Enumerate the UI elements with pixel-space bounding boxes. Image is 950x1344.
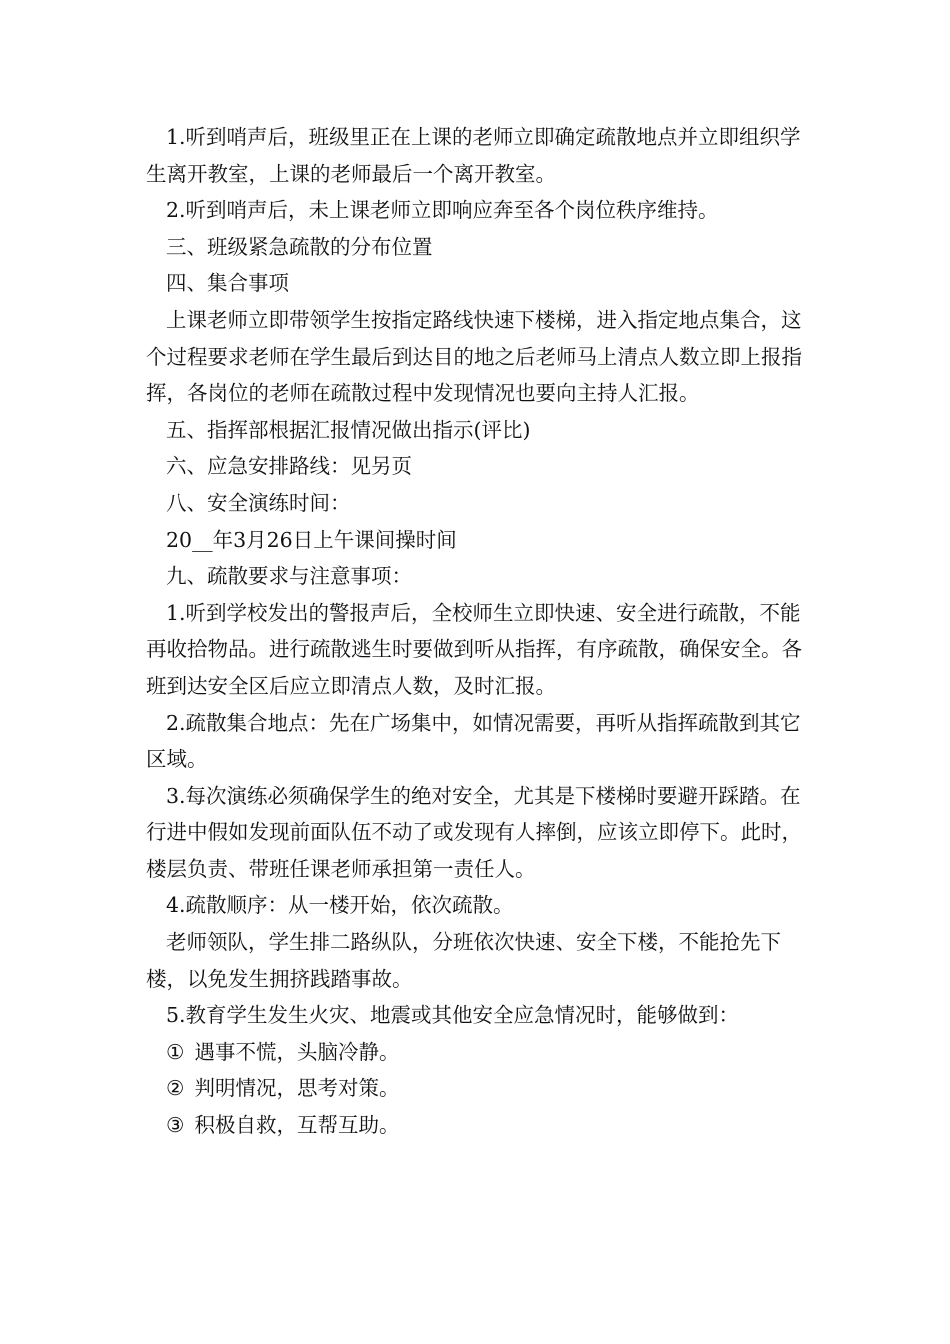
list-item [146, 1107, 816, 1144]
paragraph: 20__年3月26日上午课间操时间 [166, 527, 457, 552]
section-heading: 五、指挥部根据汇报情况做出指示(评比) [166, 417, 531, 442]
paragraph: 4.疏散顺序：从一楼开始，依次疏散。 [166, 893, 514, 918]
list-item-text: 判明情况，思考对策。 [194, 1076, 400, 1101]
section-heading: 六、应急安排路线：见另页 [166, 454, 412, 479]
list-marker: ① [166, 1039, 185, 1064]
list-item-text: 遇事不慌，头脑冷静。 [194, 1039, 400, 1064]
list-item [146, 1070, 816, 1107]
section-heading: 四、集合事项 [166, 271, 289, 296]
document-body [146, 119, 816, 1144]
section-heading: 八、安全演练时间： [166, 490, 351, 515]
list-item [146, 1034, 816, 1071]
section-heading: 三、班级紧急疏散的分布位置 [166, 234, 433, 259]
paragraph: 2.疏散集合地点：先在广场集中，如情况需要，再听从指挥疏散到其它区域。 [146, 710, 801, 772]
list-item-text: 积极自救，互帮互助。 [194, 1113, 400, 1138]
list-marker: ② [166, 1076, 185, 1101]
paragraph: 1.听到学校发出的警报声后，全校师生立即快速、安全进行疏散，不能再收拾物品。进行疏散逃生时要做到听从指挥，有序疏散，确保安全。各班到达安全区后应立即清点人数，及时汇报。 [146, 600, 802, 698]
paragraph: 1.听到哨声后，班级里正在上课的老师立即确定疏散地点并立即组织学生离开教室，上课的老师最后一个离开教室。 [146, 125, 801, 186]
paragraph: 2.听到哨声后，未上课老师立即响应奔至各个岗位秩序维持。 [166, 198, 719, 223]
paragraph: 老师领队，学生排二路纵队，分班依次快速、安全下楼，不能抢先下楼，以免发生拥挤践踏事故。 [146, 930, 781, 991]
section-heading: 九、疏散要求与注意事项： [166, 564, 412, 589]
paragraph: 上课老师立即带领学生按指定路线快速下楼梯，进入指定地点集合，这个过程要求老师在学生最后到达目的地之后老师马上清点人数立即上报指挥，各岗位的老师在疏散过程中发现情况也要向主持人汇报。 [146, 307, 802, 406]
paragraph: 5.教育学生发生火灾、地震或其他安全应急情况时，能够做到： [166, 1003, 740, 1028]
list-marker: ③ [166, 1113, 185, 1138]
paragraph: 3.每次演练必须确保学生的绝对安全，尤其是下楼梯时要避开踩踏。在行进中假如发现前面队伍不动了或发现有人摔倒，应该立即停下。此时，楼层负责、带班任课老师承担第一责任人。 [146, 783, 802, 881]
